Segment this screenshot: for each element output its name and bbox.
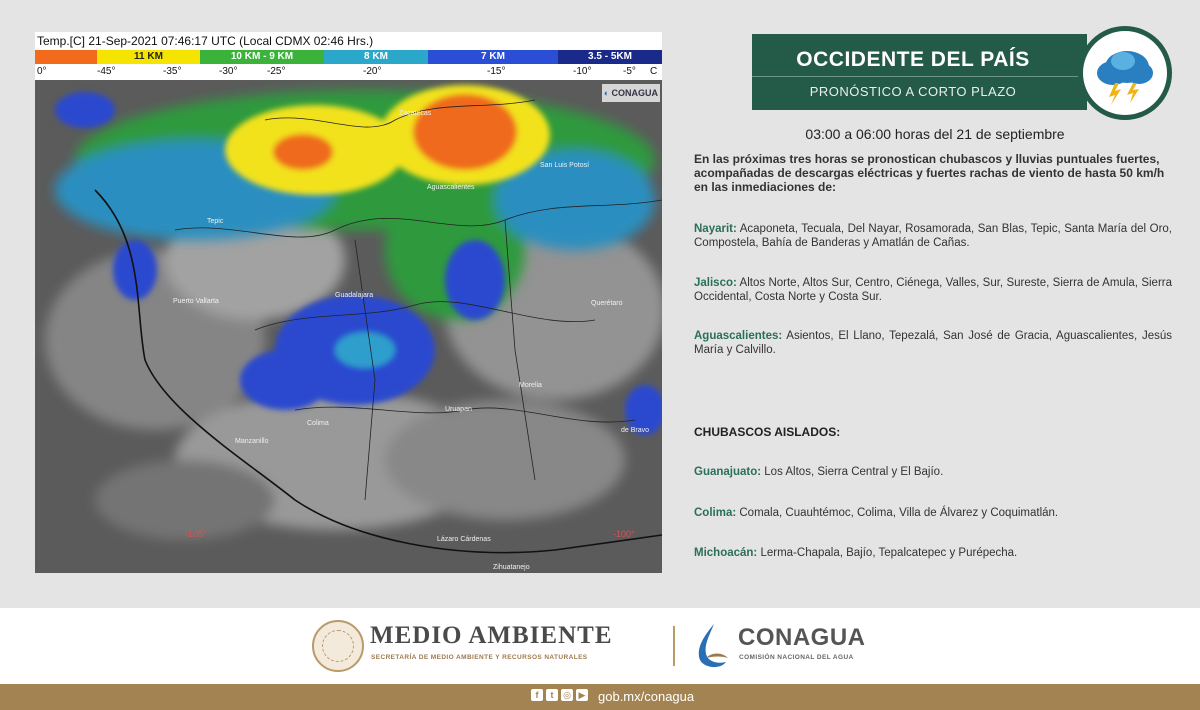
- region-entry: [694, 276, 1172, 304]
- satellite-map: [35, 80, 662, 573]
- forecast-intro: En las próximas tres horas se pronostican chubascos y lluvias puntuales fuertes, acompañadas de descargas eléctricas y fuertes rachas de viento de hasta 50 km/h en las inmediaciones de:: [694, 152, 1165, 194]
- tick-label: -25°: [267, 66, 286, 77]
- city-label: Manzanillo: [235, 438, 269, 445]
- tick-label: -35°: [163, 66, 182, 77]
- state-name: Jalisco:: [694, 277, 737, 289]
- state-name: Aguascalientes:: [694, 330, 783, 342]
- mexico-seal-icon: [312, 620, 364, 672]
- altitude-scale: [35, 50, 662, 64]
- state-areas: Asientos, El Llano, Tepezalá, San José de Gracia, Aguascalientes, Jesús María y Calvillo.: [694, 330, 1172, 356]
- region-entry: [694, 329, 1172, 357]
- satellite-header: [35, 32, 662, 80]
- scale-segment: 11 KM: [97, 50, 200, 64]
- thunderstorm-icon: [1093, 43, 1157, 105]
- city-label: Tepic: [207, 218, 224, 225]
- longitude-label: -100°: [613, 529, 635, 539]
- state-areas: Los Altos, Sierra Central y El Bajío.: [761, 466, 944, 478]
- instagram-icon[interactable]: ◎: [561, 689, 573, 701]
- state-areas: Altos Norte, Altos Sur, Centro, Ciénega, Valles, Sur, Sureste, Sierra de Amula, Sierra Occidental, Costa Norte y Costa Sur.: [694, 277, 1172, 303]
- state-areas: Lerma-Chapala, Bajío, Tepalcatepec y Purépecha.: [757, 547, 1018, 559]
- tick-label: -45°: [97, 66, 116, 77]
- isolated-entry: [694, 506, 1172, 520]
- city-label: Puerto Vallarta: [173, 298, 219, 305]
- satellite-panel: [35, 32, 662, 573]
- state-name: Michoacán:: [694, 547, 758, 559]
- scale-segment: 3.5 - 5KM: [558, 50, 662, 64]
- region-entry: [694, 222, 1172, 250]
- scale-segment: 7 KM: [428, 50, 558, 64]
- city-label: San Luis Potosí: [540, 162, 590, 169]
- city-label: Querétaro: [591, 300, 623, 307]
- conagua-title: CONAGUA: [738, 624, 866, 651]
- state-name: Nayarit:: [694, 223, 737, 235]
- facebook-icon[interactable]: f: [531, 689, 543, 701]
- storm-badge: [1078, 26, 1172, 120]
- tick-label: -10°: [573, 66, 592, 77]
- city-label: Morelia: [519, 382, 542, 389]
- city-label: Colima: [307, 420, 329, 427]
- conagua-drop-icon: ◐: [604, 88, 610, 98]
- city-label: Uruapan: [445, 406, 472, 413]
- watermark-label: CONAGUA: [611, 88, 658, 98]
- city-label: Aguascalientes: [427, 184, 475, 191]
- banner-subtitle: PRONÓSTICO A CORTO PLAZO: [809, 84, 1017, 99]
- region-banner: [752, 34, 1087, 110]
- conagua-drop-icon: [694, 622, 732, 670]
- medio-ambiente-subtitle: SECRETARÍA DE MEDIO AMBIENTE Y RECURSOS NATURALES: [371, 654, 588, 661]
- state-name: Colima:: [694, 507, 737, 519]
- tick-label: -20°: [363, 66, 382, 77]
- city-label: Guadalajara: [335, 292, 374, 299]
- isolated-entry: [694, 546, 1172, 560]
- banner-title: OCCIDENTE DEL PAÍS: [796, 48, 1030, 71]
- temperature-ticks: [35, 66, 662, 78]
- tick-label: 0°: [37, 66, 47, 77]
- tick-label: -5°: [623, 66, 636, 77]
- twitter-icon[interactable]: t: [546, 689, 558, 701]
- scale-segment: [35, 50, 97, 64]
- tick-label: -30°: [219, 66, 238, 77]
- scale-segment: 8 KM: [324, 50, 428, 64]
- footer-logos: [0, 608, 1200, 684]
- banner-divider: [752, 76, 1087, 77]
- conagua-watermark: [602, 84, 660, 102]
- tick-label: C: [650, 66, 658, 77]
- medio-ambiente-title: MEDIO AMBIENTE: [370, 622, 613, 649]
- city-label: de Bravo: [621, 427, 650, 434]
- isolated-showers-title: CHUBASCOS AISLADOS:: [694, 425, 841, 439]
- forecast-hours: 03:00 a 06:00 horas del 21 de septiembre: [805, 126, 1065, 142]
- scale-segment: 10 KM - 9 KM: [200, 50, 324, 64]
- social-links: [531, 689, 588, 701]
- youtube-icon[interactable]: ▶: [576, 689, 588, 701]
- city-label: Zacatecas: [399, 110, 432, 117]
- state-name: Guanajuato:: [694, 466, 762, 478]
- tick-label: -15°: [487, 66, 506, 77]
- isolated-entry: [694, 465, 1172, 479]
- conagua-subtitle: COMISIÓN NACIONAL DEL AGUA: [739, 654, 854, 661]
- city-label: Zihuatanejo: [493, 564, 530, 571]
- footer-divider: [673, 626, 675, 666]
- state-areas: Acaponeta, Tecuala, Del Nayar, Rosamorada, San Blas, Tepic, Santa María del Oro, Compostela, Bahía de Banderas y Amatlán de Cañas.: [694, 223, 1172, 249]
- satellite-title: Temp.[C] 21-Sep-2021 07:46:17 UTC (Local CDMX 02:46 Hrs.): [37, 34, 374, 48]
- city-label: Lázaro Cárdenas: [437, 536, 491, 543]
- gob-url-link[interactable]: gob.mx/conagua: [598, 689, 695, 704]
- state-areas: Comala, Cuauhtémoc, Colima, Villa de Álvarez y Coquimatlán.: [736, 507, 1059, 519]
- longitude-label: -105°: [185, 529, 207, 539]
